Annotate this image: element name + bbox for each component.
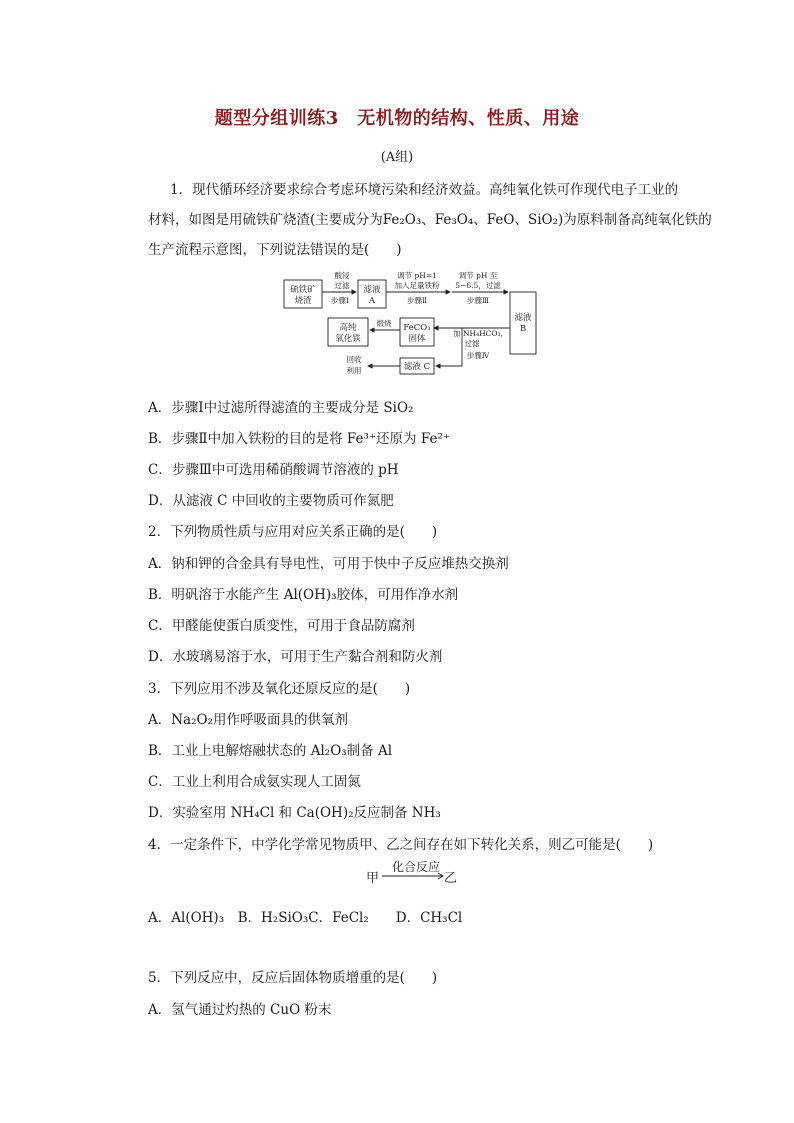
step4-label-b: 过滤 — [464, 339, 480, 348]
q1-stem-line3: 生产流程示意图，下列说法错误的是( ) — [148, 242, 402, 258]
reactant-label: 甲 — [366, 871, 380, 886]
reaction-svg — [366, 858, 466, 888]
reaction-condition-label: 化合反应 — [391, 860, 441, 874]
q3-option-d: D．实验室用 NH₄Cl 和 Ca(OH)₂反应制备 NH₃ — [148, 805, 441, 821]
step3-label-c: 步骤Ⅲ — [466, 296, 490, 305]
flow-svg — [282, 270, 542, 380]
step1-label-b: 过滤 — [334, 281, 350, 290]
q3-option-a: A．Na₂O₂用作呼吸面具的供氧剂 — [148, 712, 349, 728]
step3-label-b: 5~6.5，过滤 — [455, 281, 501, 290]
page-title: 题型分组训练3 无机物的结构、性质、用途 — [214, 108, 580, 129]
box-filtrate-a-line1: 滤液 — [363, 285, 381, 295]
q2-stem: 2．下列物质性质与应用对应关系正确的是( ) — [148, 524, 438, 540]
q2-option-c: C．甲醛能使蛋白质变性，可用于食品防腐剂 — [148, 618, 415, 634]
step1-label-c: 步骤Ⅰ — [331, 296, 349, 305]
q1-stem-line2: 材料，如图是用硫铁矿烧渣(主要成分为Fe₂O₃、Fe₃O₄、FeO、SiO₂)为原料制备高纯氧化铁的 — [148, 212, 712, 228]
recycle-label-b: 利用 — [346, 366, 362, 375]
q1-option-b: B．步骤Ⅱ中加入铁粉的目的是将 Fe³⁺还原为 Fe²⁺ — [148, 431, 450, 447]
box-filtrate-b-line1: 滤液 — [514, 313, 532, 323]
product-label: 乙 — [444, 871, 458, 886]
box-feco3-line1: FeCO₃ — [403, 323, 431, 333]
box-ore-slag-line1: 硫铁矿 — [290, 285, 316, 295]
box-filtrate-a-line2: A — [368, 296, 376, 306]
step2-label-b: 加入足量铁粉 — [394, 281, 440, 290]
q2-option-d: D．水玻璃易溶于水，可用于生产黏合剂和防火剂 — [148, 649, 443, 665]
box-iron-oxide-line2: 氧化铁 — [335, 334, 361, 344]
q3-option-c: C．工业上利用合成氨实现人工固氮 — [148, 774, 361, 790]
box-ore-slag-line2: 烧渣 — [294, 296, 312, 306]
step2-label-a: 调节 pH=1 — [397, 271, 437, 280]
recycle-label-a: 回收 — [346, 355, 362, 364]
q1-option-a: A．步骤Ⅰ中过滤所得滤渣的主要成分是 SiO₂ — [148, 400, 414, 416]
box-filtrate-b — [510, 292, 536, 354]
q2-option-b: B．明矾溶于水能产生 Al(OH)₃胶体，可用作净水剂 — [148, 587, 459, 603]
group-label: (A组) — [380, 150, 414, 165]
q4-options: A．Al(OH)₃ B．H₂SiO₃C．FeCl₂ D．CH₃Cl — [148, 910, 463, 926]
q5-stem: 5．下列反应中，反应后固体物质增重的是( ) — [148, 970, 438, 986]
box-feco3-line2: 固体 — [408, 334, 426, 344]
step3-label-a: 调节 pH 至 — [458, 271, 498, 280]
box-iron-oxide-line1: 高纯 — [339, 323, 357, 333]
q1-option-c: C．步骤Ⅲ中可选用稀硝酸调节溶液的 pH — [148, 462, 399, 478]
box-filtrate-c-label: 滤液 C — [403, 362, 431, 372]
step4-label-c: 步骤Ⅳ — [466, 351, 490, 360]
step2-label-c: 步骤Ⅱ — [406, 296, 428, 305]
step4-label-a: 加 NH₄HCO₃, — [453, 329, 503, 338]
box-filtrate-b-line2: B — [519, 324, 527, 334]
q3-option-b: B．工业上电解熔融状态的 Al₂O₃制备 Al — [148, 743, 393, 759]
q2-option-a: A．钠和钾的合金具有导电性，可用于快中子反应堆热交换剂 — [148, 556, 509, 572]
process-flow-diagram — [282, 270, 542, 380]
q4-reaction-scheme — [366, 858, 466, 888]
q4-stem: 4．一定条件下，中学化学常见物质甲、乙之间存在如下转化关系，则乙可能是( ) — [148, 837, 654, 853]
q5-option-a: A．氢气通过灼热的 CuO 粉末 — [148, 1002, 332, 1018]
calcine-label: 煅烧 — [376, 319, 392, 328]
step1-label-a: 酸浸 — [334, 271, 350, 280]
q1-option-d: D．从滤液 C 中回收的主要物质可作氮肥 — [148, 493, 394, 509]
q1-stem-line1: 1．现代循环经济要求综合考虑环境污染和经济效益。高纯氧化铁可作现代电子工业的 — [170, 182, 679, 198]
q3-stem: 3．下列应用不涉及氧化还原反应的是( ) — [148, 681, 411, 697]
